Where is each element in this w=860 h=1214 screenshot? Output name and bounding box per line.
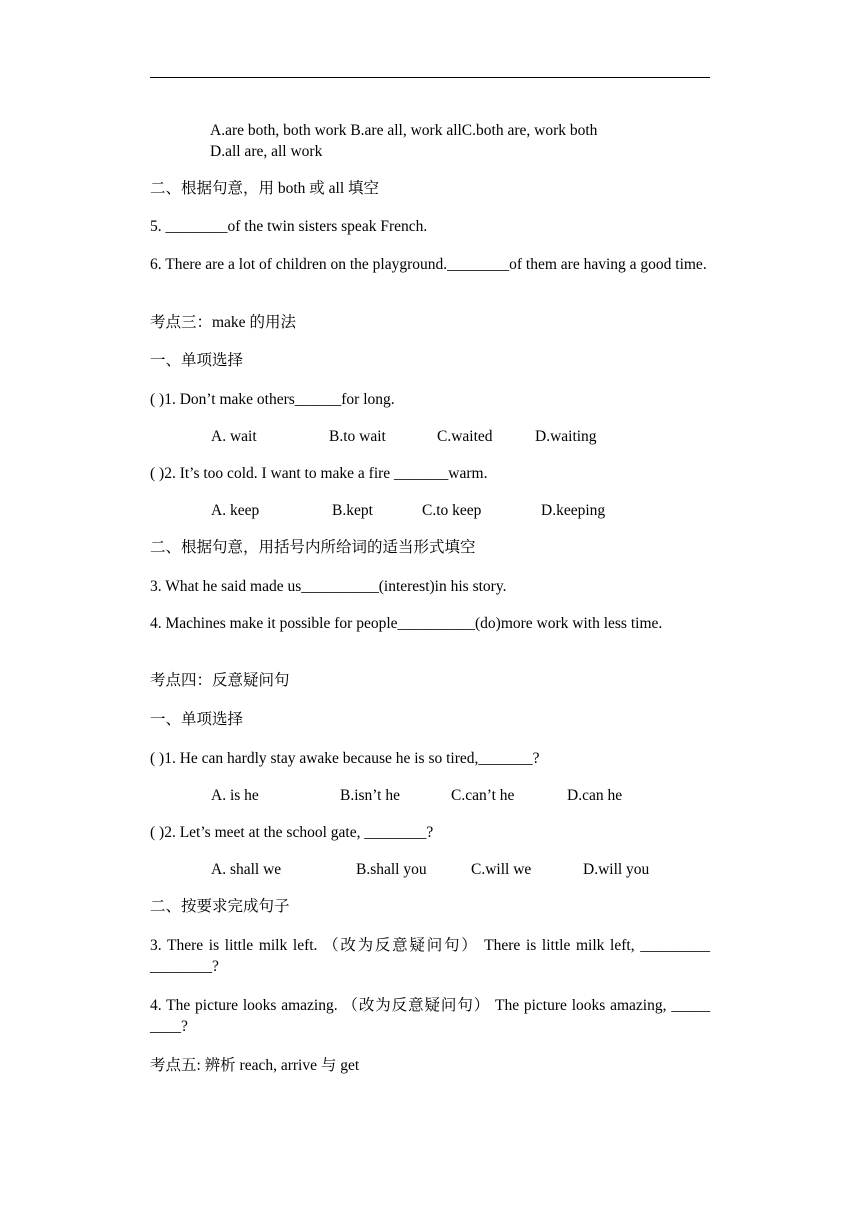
question-text: 5. ________of the twin sisters speak French. bbox=[150, 218, 428, 235]
option-a: A. wait bbox=[211, 428, 257, 445]
option-a: A. shall we bbox=[211, 861, 282, 878]
option-d: D.waiting bbox=[535, 428, 597, 445]
section-heading: 一、单项选择 bbox=[150, 352, 244, 369]
section-title: 考点五: 辨析 reach, arrive 与 get bbox=[150, 1057, 360, 1074]
option-c: C.to keep bbox=[422, 502, 482, 519]
question-text: 6. There are a lot of children on the playground.________of them are having a good time. bbox=[150, 256, 707, 273]
section-heading: 一、单项选择 bbox=[150, 711, 244, 728]
question-text: 3. What he said made us__________(interest)in his story. bbox=[150, 578, 507, 595]
question-text: 4. The picture looks amazing. （改为反意疑问句） The picture looks amazing, _____ ____? bbox=[150, 997, 710, 1035]
option-c: C.can’t he bbox=[451, 787, 515, 804]
option-d: D.can he bbox=[567, 787, 623, 804]
section-title: 考点三：make 的用法 bbox=[150, 314, 296, 331]
question-text: ( )1. Don’t make others______for long. bbox=[150, 391, 395, 408]
options-text: D.all are, all work bbox=[210, 143, 323, 160]
option-b: B.to wait bbox=[329, 428, 386, 445]
question-text: ( )1. He can hardly stay awake because he is so tired,_______? bbox=[150, 750, 540, 767]
option-b: B.kept bbox=[332, 502, 373, 519]
section-heading: 二、按要求完成句子 bbox=[150, 898, 290, 915]
option-b: B.shall you bbox=[356, 861, 427, 878]
option-c: C.waited bbox=[437, 428, 493, 445]
option-d: D.will you bbox=[583, 861, 650, 878]
option-d: D.keeping bbox=[541, 502, 606, 519]
section-heading: 二、根据句意，用 both 或 all 填空 bbox=[150, 180, 380, 197]
question-text: 3. There is little milk left. （改为反意疑问句） There is little milk left, _________ ________? bbox=[150, 937, 710, 975]
options-text: A.are both, both work B.are all, work allC.both are, work both bbox=[210, 122, 598, 139]
option-c: C.will we bbox=[471, 861, 532, 878]
question-text: ( )2. It’s too cold. I want to make a fire _______warm. bbox=[150, 465, 488, 482]
option-a: A. keep bbox=[211, 502, 260, 519]
section-title: 考点四：反意疑问句 bbox=[150, 672, 290, 689]
question-text: 4. Machines make it possible for people__________(do)more work with less time. bbox=[150, 615, 663, 632]
header-rule bbox=[150, 77, 710, 78]
question-text: ( )2. Let’s meet at the school gate, ________? bbox=[150, 824, 434, 841]
option-b: B.isn’t he bbox=[340, 787, 400, 804]
section-heading: 二、根据句意，用括号内所给词的适当形式填空 bbox=[150, 539, 476, 556]
option-a: A. is he bbox=[211, 787, 259, 804]
